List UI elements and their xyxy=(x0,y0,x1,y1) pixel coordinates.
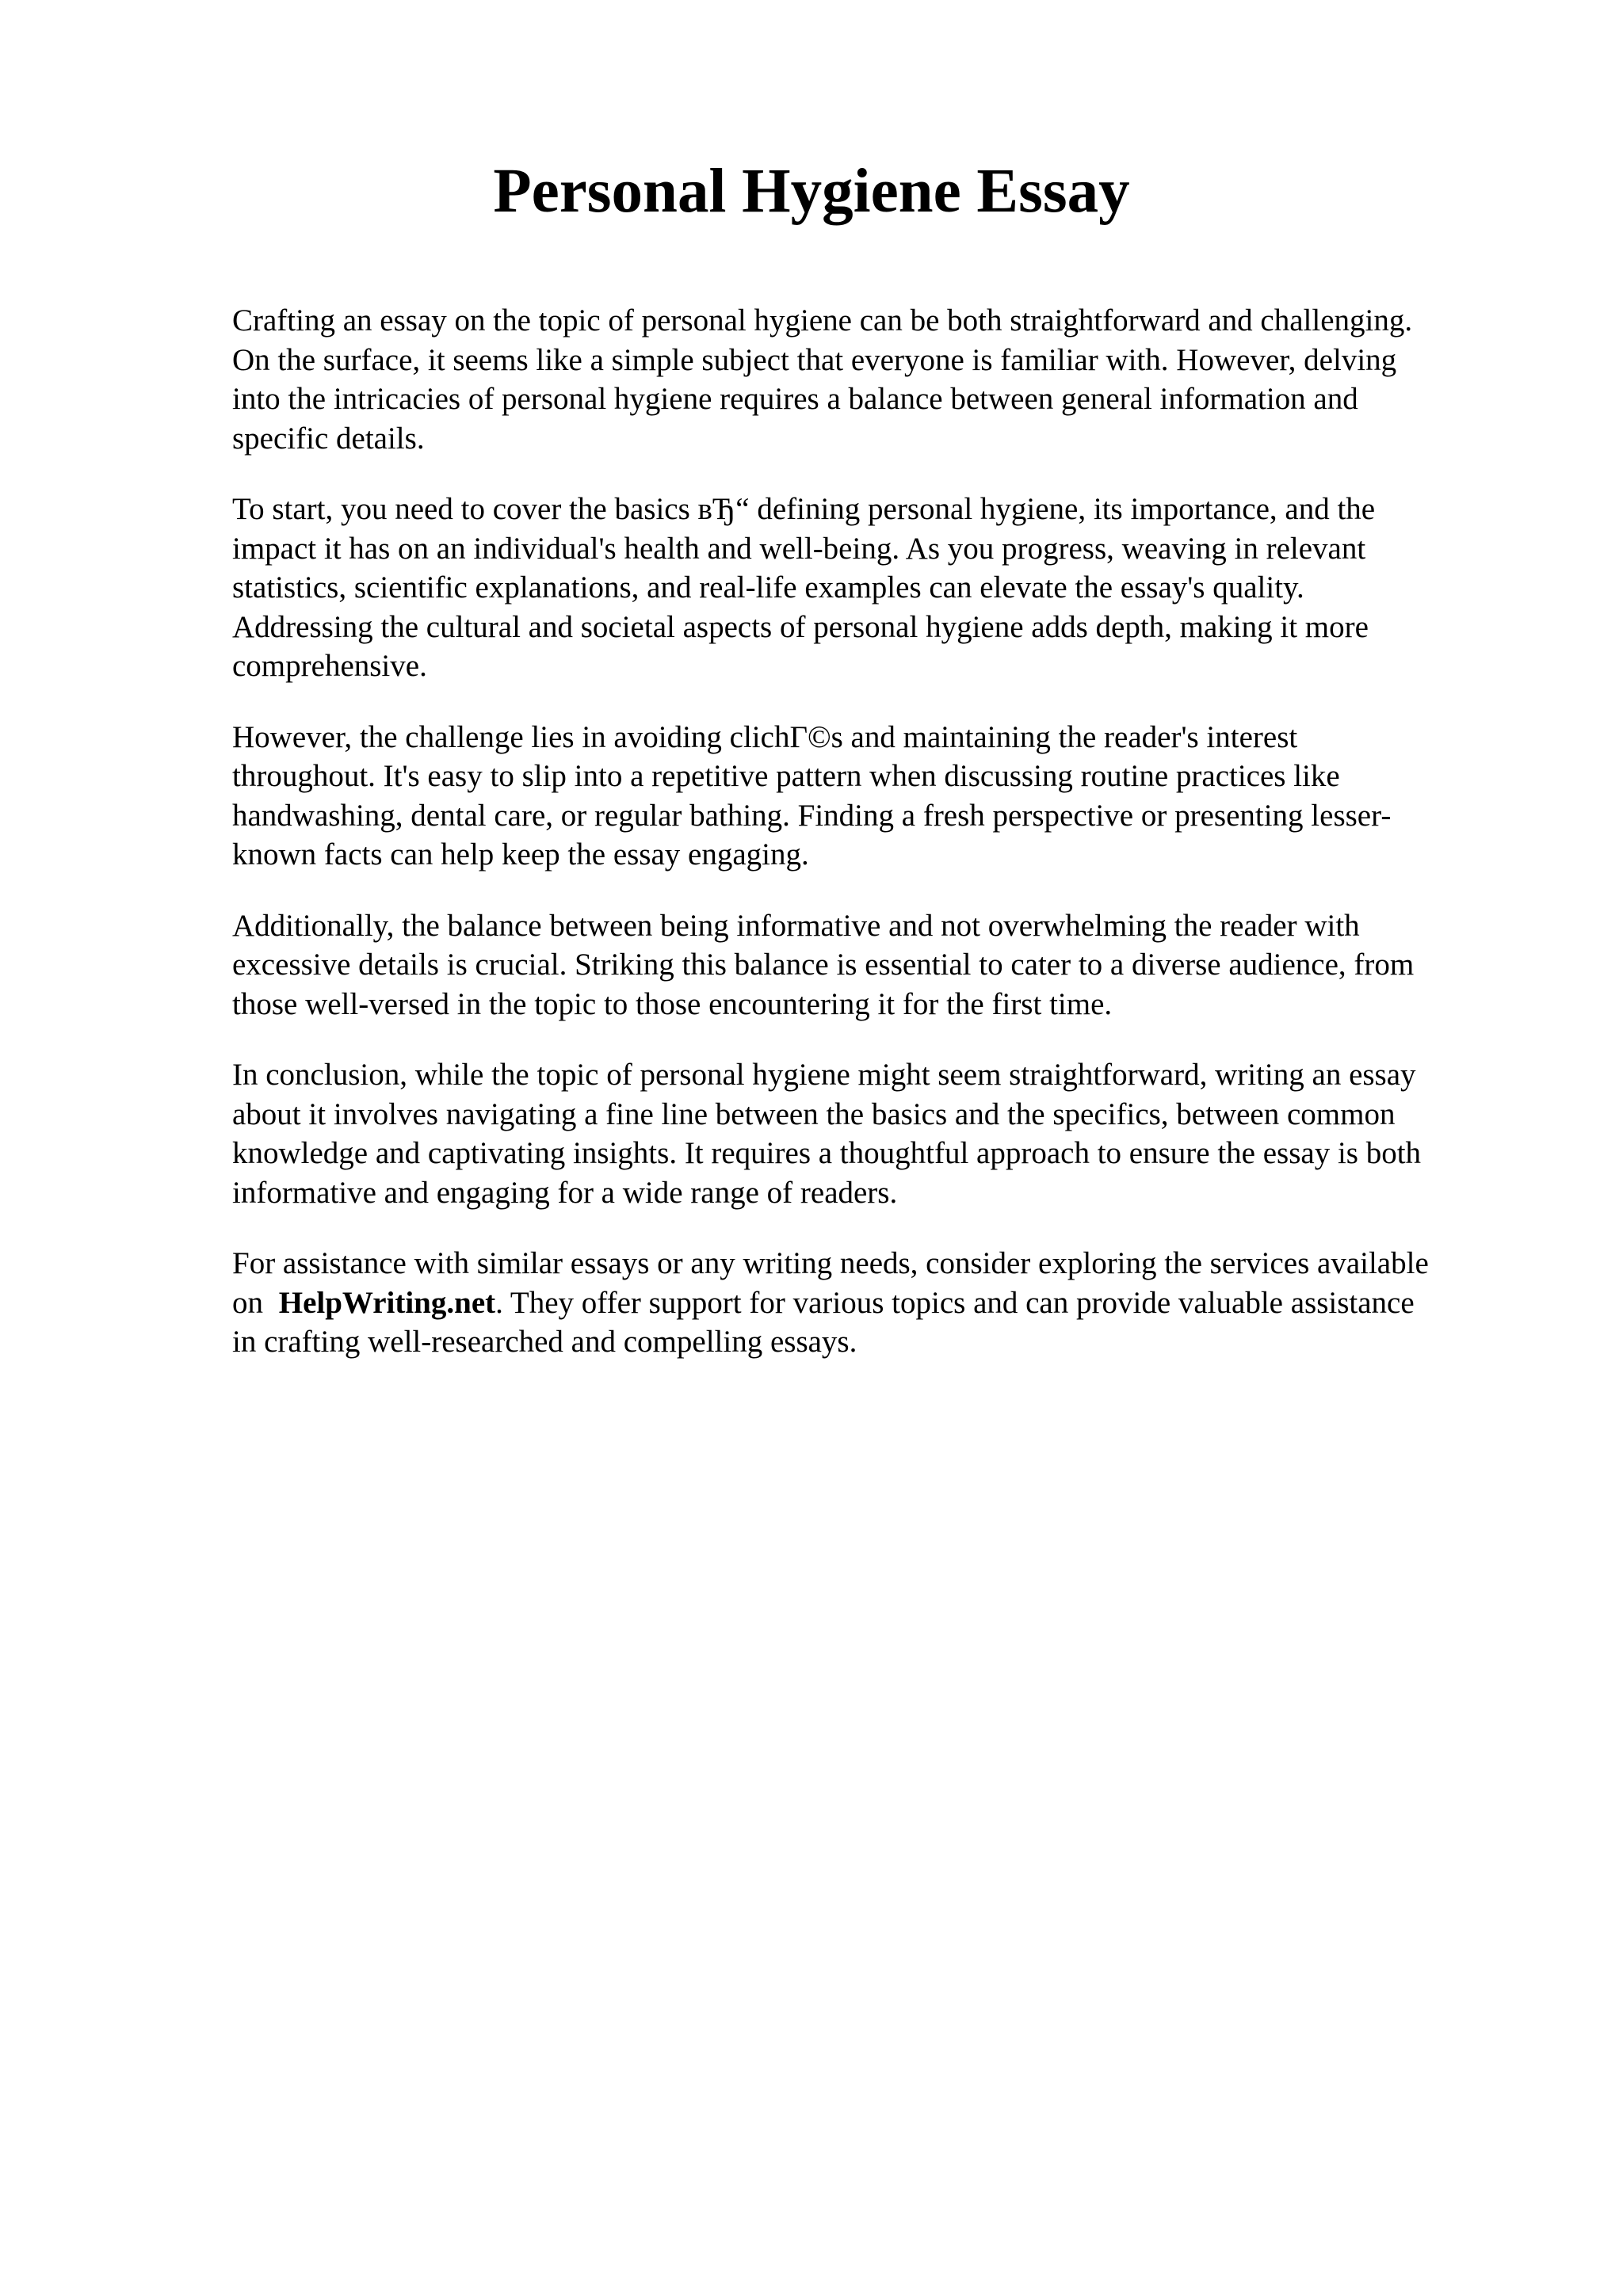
line-prefix: on xyxy=(232,1285,263,1320)
paragraph-assistance xyxy=(232,1244,1520,1362)
paragraph-line: comprehensive. xyxy=(232,649,427,683)
paragraph-line: Addressing the cultural and societal aspects of personal hygiene adds depth, making it more xyxy=(232,609,1369,644)
paragraph-line: However, the challenge lies in avoiding clichГ©s and maintaining the reader's interest xyxy=(232,719,1298,754)
paragraph-line: throughout. It's easy to slip into a repetitive pattern when discussing routine practices like xyxy=(232,759,1340,793)
paragraph-line: in crafting well-researched and compelling essays. xyxy=(232,1325,857,1359)
paragraph-line: On the surface, it seems like a simple subject that everyone is familiar with. However, delving xyxy=(232,342,1397,377)
paragraph-line: Crafting an essay on the topic of personal hygiene can be both straightforward and challenging. xyxy=(232,303,1413,338)
paragraph-intro xyxy=(232,301,1520,458)
paragraph-line: known facts can help keep the essay engaging. xyxy=(232,837,809,871)
paragraph-line: For assistance with similar essays or any writing needs, consider exploring the services available xyxy=(232,1246,1429,1280)
document-title: Personal Hygiene Essay xyxy=(493,157,1130,226)
paragraph-challenge xyxy=(232,718,1520,875)
paragraph-basics xyxy=(232,490,1520,686)
paragraph-line: about it involves navigating a fine line between the basics and the specifics, between common xyxy=(232,1097,1396,1131)
paragraph-line: those well-versed in the topic to those encountering it for the first time. xyxy=(232,986,1113,1021)
paragraph-line: handwashing, dental care, or regular bathing. Finding a fresh perspective or presenting lesser- xyxy=(232,798,1392,833)
paragraph-line: into the intricacies of personal hygiene requires a balance between general information and xyxy=(232,382,1358,416)
helpwriting-link[interactable]: HelpWriting.net xyxy=(278,1285,496,1320)
line-suffix: . They offer support for various topics and can provide valuable assistance xyxy=(495,1285,1415,1320)
paragraph-line: Additionally, the balance between being informative and not overwhelming the reader with xyxy=(232,908,1360,943)
paragraph-line: In conclusion, while the topic of personal hygiene might seem straightforward, writing an essay xyxy=(232,1058,1416,1092)
paragraph-line: To start, you need to cover the basics вЂ“ defining personal hygiene, its importance, and the xyxy=(232,492,1376,526)
paragraph-line: specific details. xyxy=(232,421,425,456)
paragraph-line: knowledge and captivating insights. It requires a thoughtful approach to ensure the essay is both xyxy=(232,1136,1422,1170)
paragraph-line: excessive details is crucial. Striking this balance is essential to cater to a diverse audience, from xyxy=(232,948,1415,982)
paragraph-line: statistics, scientific explanations, and real-life examples can elevate the essay's quality. xyxy=(232,570,1304,605)
paragraph-line-with-link xyxy=(232,1283,1520,1323)
paragraph-line: impact it has on an individual's health and well-being. As you progress, weaving in relevant xyxy=(232,531,1366,566)
paragraph-balance xyxy=(232,906,1520,1024)
essay-body xyxy=(232,301,1520,1394)
paragraph-conclusion xyxy=(232,1055,1520,1212)
paragraph-line: informative and engaging for a wide range of readers. xyxy=(232,1175,898,1210)
